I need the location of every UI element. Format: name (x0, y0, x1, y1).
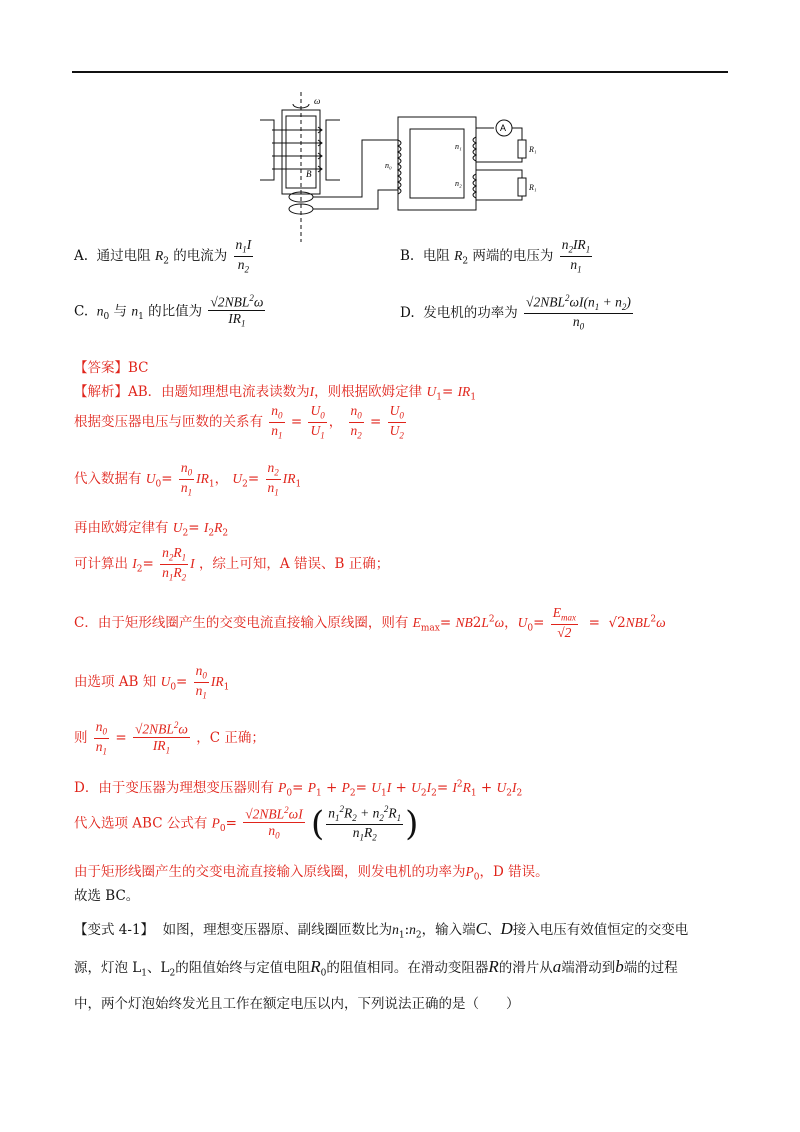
analysis-line-11: 由于矩形线圈产生的交变电流直接输入原线圈，则发电机的功率为$P_0$，D 错误。 (74, 864, 549, 883)
analysis-line-8: 则 $\frac{n_0}{n_1}$ = $\frac{√2NBL^2\omega}{IR_1}$ ，C 正确； (74, 719, 265, 757)
ammeter-label: A (500, 123, 507, 133)
r1-label-top: R₁ (529, 145, 537, 154)
analysis-line-5: 可计算出 $I_2=$ $\frac{n_2R_1}{n_1R_2}$ I ，综上可知，A 错误、B 正确； (74, 545, 390, 583)
option-a: A. 通过电阻 $R_2$ 的电流为 $\frac{n_1I}{n_2}$ (74, 237, 252, 275)
top-rule (72, 71, 728, 73)
analysis-line-9: D．由于变压器为理想变压器则有 $P_0= P_1 + P_2= U_1I + U_2I_2= I^2R_1 + U_2I_2$ (74, 779, 523, 799)
generator-transformer-figure (258, 92, 538, 244)
variant-line-1: 【变式 4-1】 如图，理想变压器原、副线圈匝数比为$n_1:n_2$，输入端C、D接入电压有效值恒定的交变电 (74, 919, 689, 941)
b-label: B (306, 169, 312, 179)
analysis-line-6: C．由于矩形线圈产生的交变电流直接输入原线圈，则有 $E_{max}= NB2L^2\omega$，$U_0=$ $\frac{E_{max}}{√2}$ = √2NBL$^2$ω (74, 605, 666, 640)
answer-line: 【答案】BC (74, 360, 149, 376)
r1-label-bottom: R₁ (529, 183, 537, 192)
n0-label: n₀ (385, 161, 392, 170)
variant-line-3: 中，两个灯泡始终发光且工作在额定电压以内，下列说法正确的是（ ） (74, 996, 520, 1012)
analysis-line-4: 再由欧姆定律有 $U_2= I_2R_2$ (74, 520, 229, 539)
analysis-line-1: 【解析】AB．由题知理想电流表读数为I，则根据欧姆定律 $U_1= IR_1$ (74, 384, 477, 403)
analysis-line-3: 代入数据有 $U_0=$ $\frac{n_0}{n_1}$ $IR_1$， $U_2=$ $\frac{n_2}{n_1}$ $IR_1$ (74, 460, 302, 498)
analysis-line-10: 代入选项 ABC 公式有 $P_0=$ $\frac{√2NBL^2\omega I}{n_0}$ ( $\frac{n_1^2R_2 + n_2^2R_1}{n_1R_2}$ ) (74, 803, 419, 844)
variant-line-2: 源，灯泡 $L_1$、$L_2$的阻值始终与定值电阻$R_0$的阻值相同。在滑动变阻器R的滑片从a端滑动到b端的过程 (74, 957, 678, 979)
n1-label: n₁ (455, 142, 462, 151)
option-b: B. 电阻 $R_2$ 两端的电压为 $\frac{n_2IR_1}{n_1}$ (400, 237, 591, 275)
analysis-line-2: 根据变压器电压与匝数的关系有 $\frac{n_0}{n_1}$ = $\frac{U_0}{U_1}$ ， $\frac{n_0}{n_2}$ = $\frac{U_0}{U_2}$ (74, 403, 404, 441)
n2-label: n₂ (455, 179, 462, 188)
option-d: D. 发电机的功率为 $\frac{√2NBL^2\omega I(n_1 + n_2)}{n_0}$ (400, 293, 631, 332)
analysis-line-12: 故选 BC。 (74, 888, 140, 904)
option-c: C. $n_0$ 与 $n_1$ 的比值为 $\frac{√2NBL^2\omega}{IR_1}$ (74, 293, 264, 330)
omega-label: ω (314, 96, 321, 106)
analysis-line-7: 由选项 AB 知 $U_0=$ $\frac{n_0}{n_1}$ $IR_1$ (74, 663, 230, 701)
